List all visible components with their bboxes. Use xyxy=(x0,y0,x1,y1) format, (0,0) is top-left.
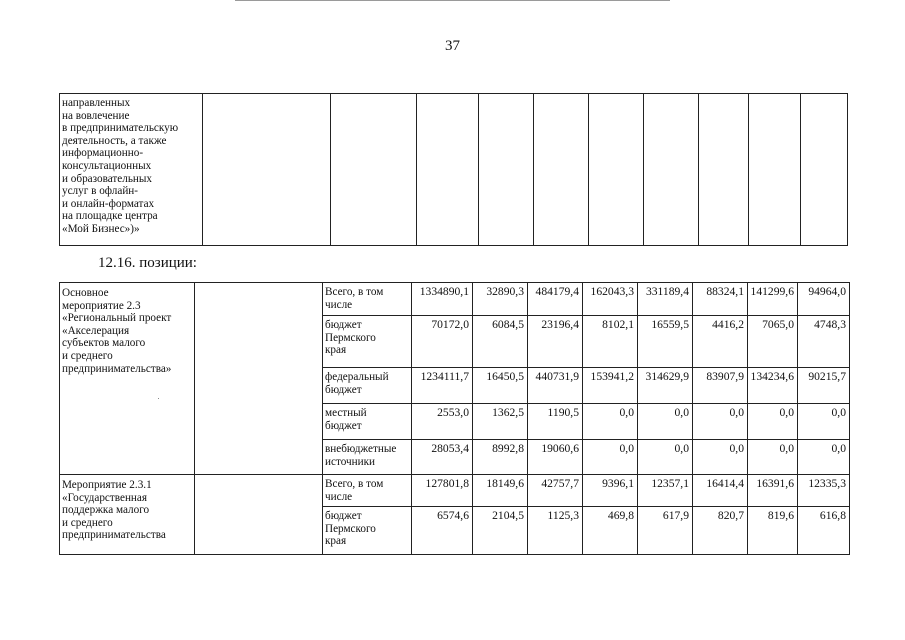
amount-cell: 16450,5 xyxy=(473,368,528,404)
amount-cell: 0,0 xyxy=(693,404,748,440)
amount-cell: 1234111,7 xyxy=(412,368,473,404)
amount-cell: 70172,0 xyxy=(412,316,473,368)
empty-cell xyxy=(195,475,323,555)
empty-cell xyxy=(644,94,699,246)
funding-source-cell: Всего, в том числе xyxy=(323,475,412,507)
amount-cell: 4748,3 xyxy=(798,316,850,368)
empty-cell xyxy=(417,94,479,246)
funding-source-cell: федеральный бюджет xyxy=(323,368,412,404)
continuation-text-cell xyxy=(60,94,203,246)
amount-cell: 28053,4 xyxy=(412,440,473,475)
amount-cell: 8992,8 xyxy=(473,440,528,475)
funding-source-cell: бюджет Пермского края xyxy=(323,507,412,555)
amount-cell: 141299,6 xyxy=(748,283,798,316)
empty-cell xyxy=(479,94,534,246)
page-number: 37 xyxy=(445,38,460,54)
table-row xyxy=(60,475,897,507)
amount-cell: 7065,0 xyxy=(748,316,798,368)
amount-cell: 16414,4 xyxy=(693,475,748,507)
amount-cell: 314629,9 xyxy=(638,368,693,404)
amount-cell: 6574,6 xyxy=(412,507,473,555)
amount-cell: 94964,0 xyxy=(798,283,850,316)
funding-source-cell: бюджет Пермского края xyxy=(323,316,412,368)
amount-cell: 127801,8 xyxy=(412,475,473,507)
amount-cell: 12357,1 xyxy=(638,475,693,507)
empty-cell xyxy=(534,94,589,246)
amount-cell: 0,0 xyxy=(693,440,748,475)
empty-cell xyxy=(331,94,417,246)
amount-cell: 19060,6 xyxy=(528,440,583,475)
scan-edge-line xyxy=(235,0,670,1)
measure-name-cell: Основное мероприятие 2.3 «Региональный проект «Акселерация субъектов малого и среднего предпринимательства» xyxy=(60,283,195,475)
funding-source-cell: внебюджетные источники xyxy=(323,440,412,475)
amount-cell: 32890,3 xyxy=(473,283,528,316)
amount-cell: 0,0 xyxy=(748,404,798,440)
amount-cell: 0,0 xyxy=(583,440,638,475)
amount-cell: 18149,6 xyxy=(473,475,528,507)
amount-cell: 162043,3 xyxy=(583,283,638,316)
amount-cell: 0,0 xyxy=(748,440,798,475)
amount-cell: 12335,3 xyxy=(798,475,850,507)
amount-cell: 83907,9 xyxy=(693,368,748,404)
amount-cell: 819,6 xyxy=(748,507,798,555)
amount-cell: 1362,5 xyxy=(473,404,528,440)
amount-cell: 4416,2 xyxy=(693,316,748,368)
empty-cell xyxy=(749,94,801,246)
amount-cell: 88324,1 xyxy=(693,283,748,316)
empty-cell xyxy=(203,94,331,246)
amount-cell: 617,9 xyxy=(638,507,693,555)
continuation-text: направленных на вовлечение в предпринимательскую деятельность, а также информационно- консультационных и образовательных услуг в офлайн- и онлайн-форматах на площадке центра «Мой Бизнес»)» xyxy=(62,97,179,235)
amount-cell: 134234,6 xyxy=(748,368,798,404)
amount-cell: 23196,4 xyxy=(528,316,583,368)
amount-cell: 616,8 xyxy=(798,507,850,555)
empty-cell xyxy=(699,94,749,246)
amount-cell: 9396,1 xyxy=(583,475,638,507)
amount-cell: 0,0 xyxy=(798,404,850,440)
amount-cell: 8102,1 xyxy=(583,316,638,368)
amount-cell: 153941,2 xyxy=(583,368,638,404)
amount-cell: 331189,4 xyxy=(638,283,693,316)
funding-source-cell: местный бюджет xyxy=(323,404,412,440)
funding-table xyxy=(59,282,897,555)
amount-cell: 2553,0 xyxy=(412,404,473,440)
amount-cell: 6084,5 xyxy=(473,316,528,368)
amount-cell: 42757,7 xyxy=(528,475,583,507)
table-row xyxy=(60,283,897,316)
amount-cell: 440731,9 xyxy=(528,368,583,404)
amount-cell: 0,0 xyxy=(798,440,850,475)
scan-speck xyxy=(158,398,159,399)
measure-name-cell: Мероприятие 2.3.1 «Государственная поддержка малого и среднего предпринимательства xyxy=(60,475,195,555)
amount-cell: 1125,3 xyxy=(528,507,583,555)
empty-cell xyxy=(589,94,644,246)
amount-cell: 0,0 xyxy=(638,404,693,440)
amount-cell: 0,0 xyxy=(638,440,693,475)
funding-source-cell: Всего, в том числе xyxy=(323,283,412,316)
amount-cell: 1190,5 xyxy=(528,404,583,440)
amount-cell: 2104,5 xyxy=(473,507,528,555)
amount-cell: 16391,6 xyxy=(748,475,798,507)
continuation-table xyxy=(59,93,848,246)
amount-cell: 820,7 xyxy=(693,507,748,555)
empty-cell xyxy=(195,283,323,475)
amount-cell: 484179,4 xyxy=(528,283,583,316)
amount-cell: 16559,5 xyxy=(638,316,693,368)
amount-cell: 90215,7 xyxy=(798,368,850,404)
amount-cell: 1334890,1 xyxy=(412,283,473,316)
amount-cell: 0,0 xyxy=(583,404,638,440)
section-heading: 12.16. позиции: xyxy=(98,255,197,271)
empty-cell xyxy=(801,94,848,246)
amount-cell: 469,8 xyxy=(583,507,638,555)
